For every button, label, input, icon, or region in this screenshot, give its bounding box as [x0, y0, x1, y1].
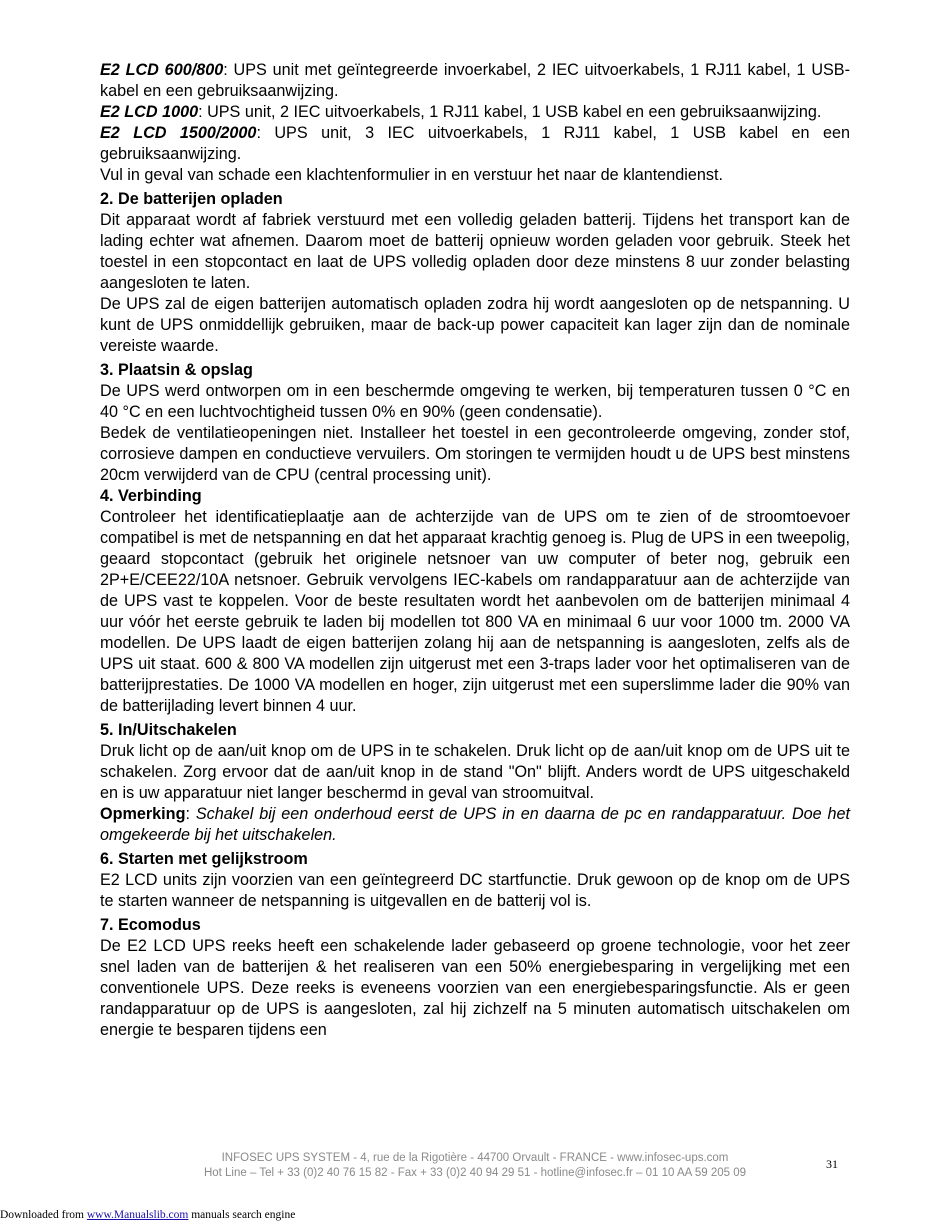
model-name: E2 LCD 1500/2000: [100, 124, 257, 142]
intro-text: : UPS unit, 2 IEC uitvoerkabels, 1 RJ11 kabel, 1 USB kabel en een gebruiksaanwijzing.: [198, 103, 822, 121]
section-5-note: [100, 804, 850, 846]
model-name: E2 LCD 600/800: [100, 61, 224, 79]
section-7-paragraph-1: De E2 LCD UPS reeks heeft een schakelende lader gebaseerd op groene technologie, voor het zeer snel laden van de batterijen & het realiseren van een 50% energiebesparing in vergelijking met een conventionele UPS. Deze reeks is eveneens voorzien van een energiebesparingsfunctie. Als er geen randapparatuur op de UPS is aangesloten, zal hij zichzelf na 5 minuten automatisch uitschakelen om energie te besparen tijdens een: [100, 937, 850, 1039]
download-suffix: manuals search engine: [188, 1209, 296, 1221]
download-notice: [0, 1209, 295, 1221]
intro-paragraph-4: Vul in geval van schade een klachtenformulier in en verstuur het naar de klantendienst.: [100, 166, 723, 184]
section-2-paragraph-1: Dit apparaat wordt af fabriek verstuurd met een volledig geladen batterij. Tijdens het transport kan de lading echter wat afnemen. Daarom moet de batterij opnieuw worden geladen voor gebruik. Steek het toestel in een stopcontact en laat de UPS volledig opladen door deze minstens 8 uur zonder belasting aangesloten te laten.: [100, 211, 850, 292]
intro-paragraph-3: [100, 123, 850, 165]
footer-address: INFOSEC UPS SYSTEM - 4, rue de la Rigotière - 44700 Orvault - FRANCE - www.infosec-ups.com: [221, 1152, 729, 1164]
intro-text: : UPS unit met geïntegreerde invoerkabel, 2 IEC uitvoerkabels, 1 RJ11 kabel, 1 USB-kabel en een gebruiksaanwijzing.: [100, 61, 850, 100]
section-6-paragraph-1: E2 LCD units zijn voorzien van een geïntegreerd DC startfunctie. Druk gewoon op de knop om de UPS te starten wanneer de netspanning is uitgevallen en de batterij vol is.: [100, 871, 850, 910]
section-4-paragraph-1: Controleer het identificatieplaatje aan de achterzijde van de UPS om te zien of de stroomtoevoer compatibel is met de netspanning en dat het apparaat krachtig genoeg is. Plug de UPS in een tweepolig, geaard stopcontact (gebruik het originele netsnoer van uw computer of beter nog, gebruik een 2P+E/CEE22/10A netsnoer. Gebruik vervolgens IEC-kabels om randapparatuur aan de achterzijde van de UPS vast te koppelen. Voor de beste resultaten wordt het aanbevolen om de batterijen minimaal 4 uur vóór het eerste gebruik te laden bij modellen tot 800 VA en minimaal 6 uur voor 1000 tm. 2000 VA modellen. De UPS laadt de eigen batterijen zolang hij aan de netspanning is aangesloten, zelfs als de UPS uit staat. 600 & 800 VA modellen zijn uitgerust met een 3-traps lader voor het optimaliseren van de batterijprestaties. De 1000 VA modellen en hoger, zijn uitgerust met een superslimme lader die 90% van de batterijlading levert binnen 4 uur.: [100, 508, 850, 715]
manualslib-link[interactable]: www.Manualslib.com: [86, 1209, 189, 1221]
note-colon: :: [185, 805, 196, 823]
section-3-paragraph-1: De UPS werd ontworpen om in een beschermde omgeving te werken, bij temperaturen tussen 0 °C en 40 °C en een luchtvochtigheid tussen 0% en 90% (geen condensatie).: [100, 382, 850, 421]
document-body: [100, 60, 850, 1041]
intro-text: : UPS unit, 3 IEC uitvoerkabels, 1 RJ11 kabel, 1 USB kabel en een gebruiksaanwijzing.: [100, 124, 850, 163]
section-heading-3: 3. Plaatsin & opslag: [100, 361, 253, 379]
page-footer: [150, 1151, 800, 1181]
note-label: Opmerking: [100, 805, 186, 823]
page-number: 31: [826, 1157, 838, 1171]
footer-hotline: Hot Line – Tel + 33 (0)2 40 76 15 82 - Fax + 33 (0)2 40 94 29 51 - hotline@infosec.fr – 01 10 AA 59 205 09: [203, 1167, 747, 1179]
section-heading-5: 5. In/Uitschakelen: [100, 721, 237, 739]
intro-paragraph-1: [100, 60, 850, 102]
model-name: E2 LCD 1000: [100, 103, 199, 121]
section-5-paragraph-1: Druk licht op de aan/uit knop om de UPS in te schakelen. Druk licht op de aan/uit knop om de UPS uit te schakelen. Zorg ervoor dat de aan/uit knop in de stand "On" blijft. Anders wordt de UPS uitgeschakeld en is uw apparatuur niet langer beschermd in geval van stroomuitval.: [100, 742, 850, 802]
intro-paragraph-2: [100, 102, 850, 123]
download-prefix: Downloaded from: [0, 1209, 87, 1221]
section-heading-2: 2. De batterijen opladen: [100, 190, 283, 208]
section-heading-7: 7. Ecomodus: [100, 916, 201, 934]
section-2-paragraph-2: De UPS zal de eigen batterijen automatisch opladen zodra hij wordt aangesloten op de netspanning. U kunt de UPS onmiddellijk gebruiken, maar de back-up power capaciteit kan lager zijn dan de nominale vereiste waarde.: [100, 295, 850, 355]
section-3-paragraph-2: Bedek de ventilatieopeningen niet. Installeer het toestel in een gecontroleerde omgeving, zonder stof, corrosieve dampen en conductieve vervuilers. Om storingen te vermijden houdt u de UPS best minstens 20cm verwijderd van de CPU (central processing unit).: [100, 424, 850, 484]
section-heading-6: 6. Starten met gelijkstroom: [100, 850, 308, 868]
note-text: Schakel bij een onderhoud eerst de UPS in en daarna de pc en randapparatuur. Doe het omgekeerde bij het uitschakelen.: [100, 805, 850, 844]
section-heading-4: 4. Verbinding: [100, 487, 202, 505]
